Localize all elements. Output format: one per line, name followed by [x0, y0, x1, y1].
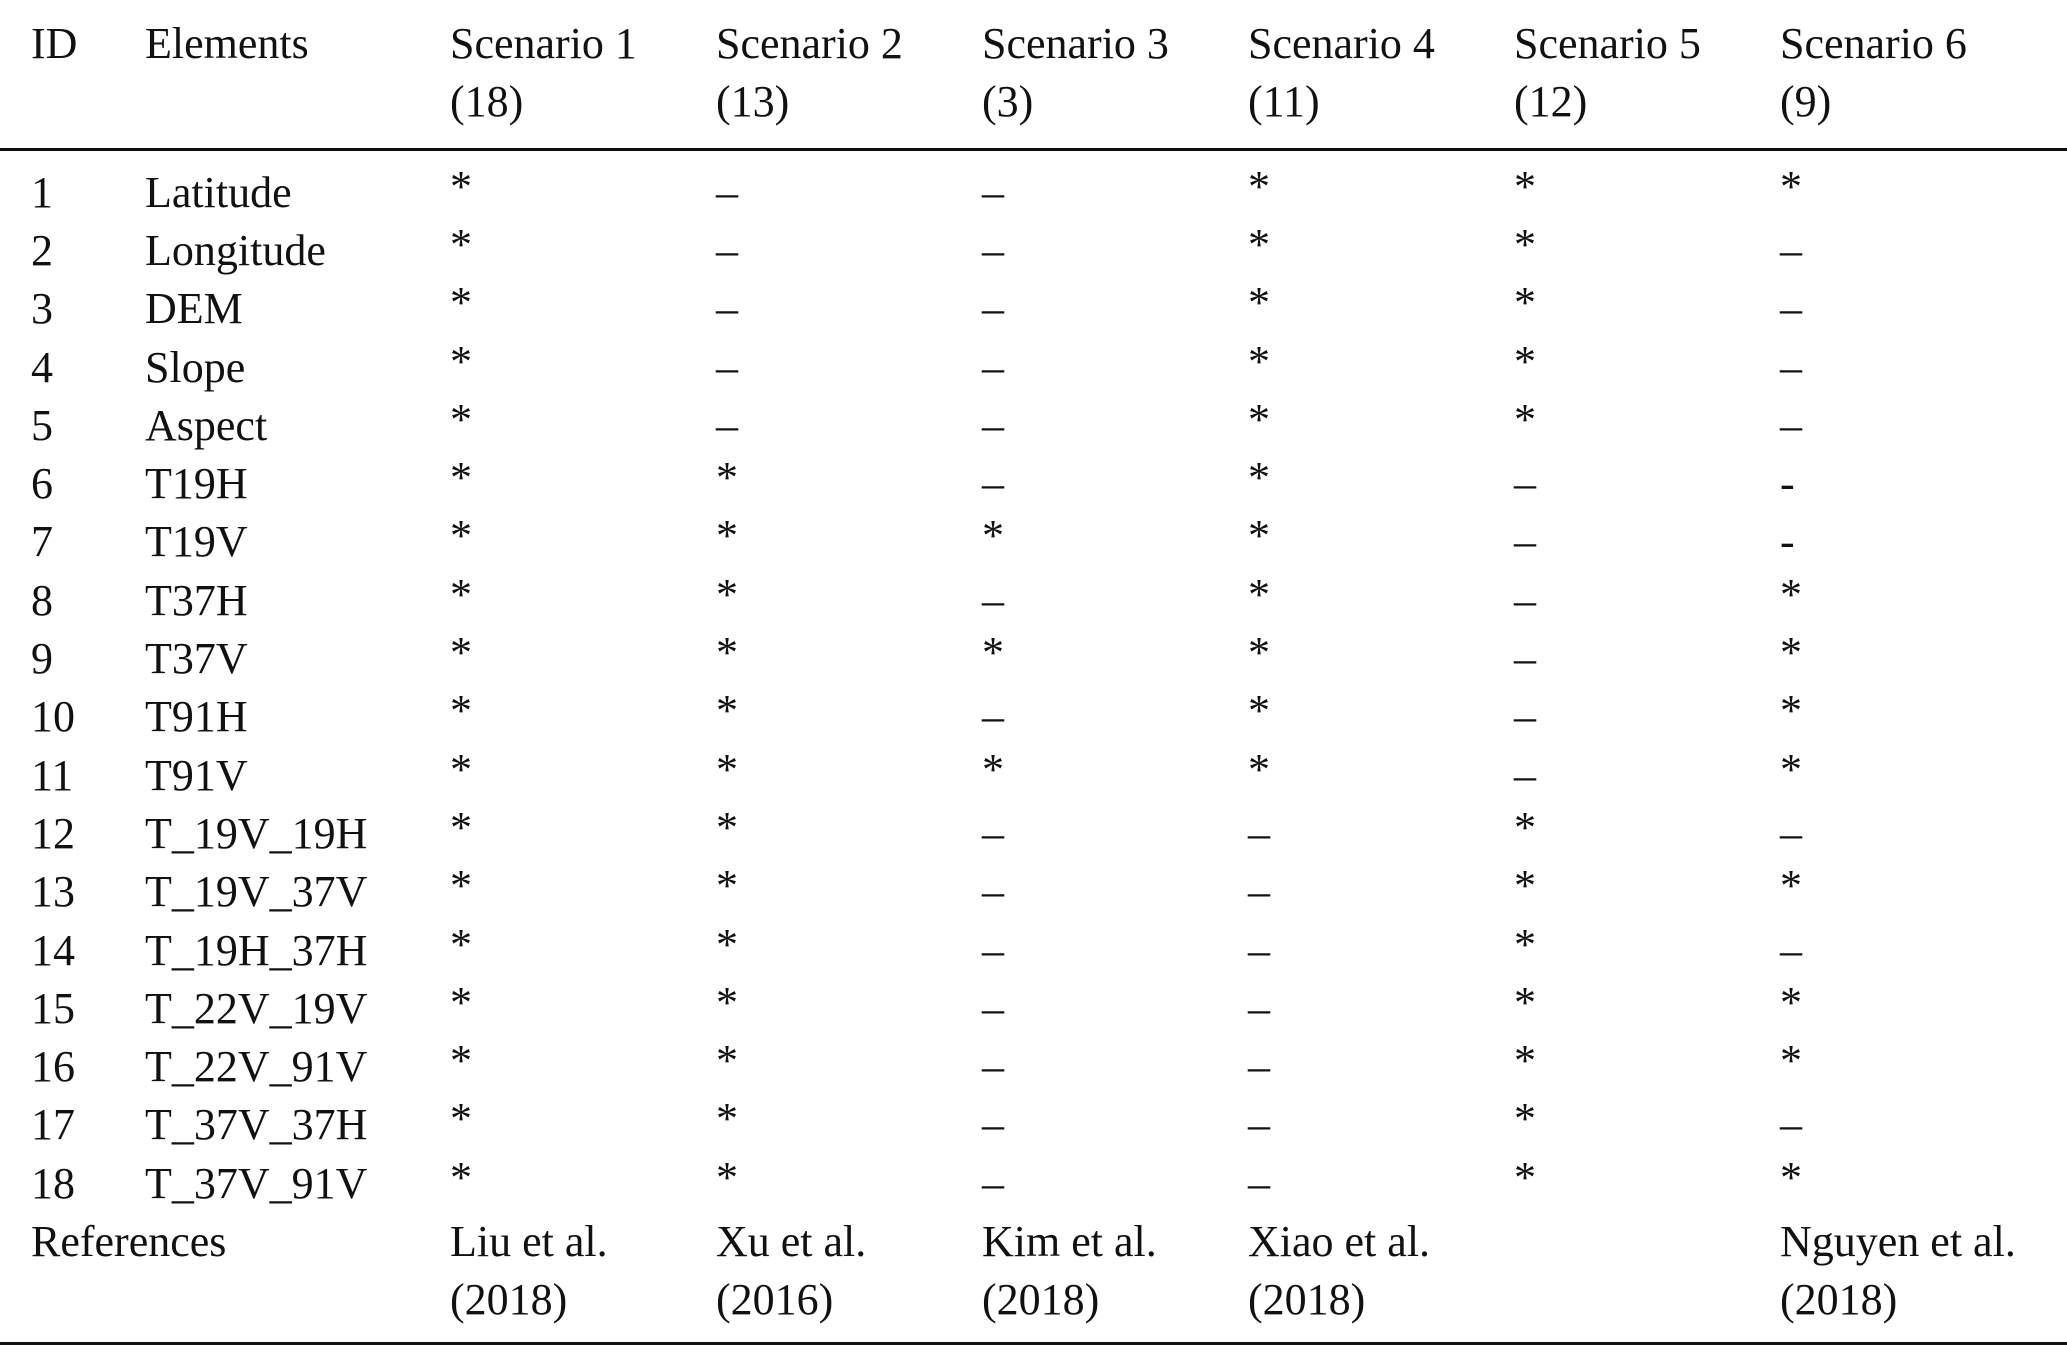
scenario-2-cell [716, 151, 982, 222]
included-mark: * [1514, 336, 1536, 386]
scenario-1-cell [450, 802, 716, 863]
included-mark: * [450, 569, 472, 619]
scenario-5-cell [1514, 1152, 1780, 1213]
reference-scenario-5 [1514, 1213, 1780, 1353]
scenario-2-cell [716, 1152, 982, 1213]
scenario-6-cell [1780, 630, 2067, 688]
scenario-1-cell [450, 919, 716, 980]
scenario-3-cell [982, 151, 1248, 222]
row-id: 6 [31, 459, 53, 509]
included-mark: * [450, 1094, 472, 1144]
scenario-5-cell [1514, 336, 1780, 397]
scenario-6-cell [1780, 280, 2067, 338]
excluded-mark: – [1248, 1158, 1270, 1208]
excluded-mark: – [982, 1042, 1004, 1092]
excluded-mark: – [1780, 808, 1802, 858]
table-row [0, 513, 2067, 571]
table-row [0, 805, 2067, 863]
scenario-3-cell [982, 744, 1248, 805]
scenario-1-cell [450, 222, 716, 280]
scenario-1-cell [450, 394, 716, 455]
included-mark: * [1780, 162, 1802, 211]
row-element: Latitude [145, 168, 292, 217]
row-element: T_19V_37V [145, 867, 368, 917]
scenario-6-cell [1780, 1096, 2067, 1154]
scenario-2-cell [716, 919, 982, 980]
excluded-mark: – [1248, 867, 1270, 917]
scenario-4-cell [1248, 630, 1514, 688]
included-mark: * [716, 453, 738, 503]
included-mark: * [1514, 919, 1536, 969]
scenario-3-cell [982, 572, 1248, 630]
reference-year: (2018) [1248, 1275, 1366, 1325]
scenario-3-cell [982, 688, 1248, 746]
scenario-1-cell [450, 513, 716, 571]
row-element: T19H [145, 459, 248, 509]
scenario-4-cell [1248, 151, 1514, 222]
reference-year: (2018) [450, 1275, 568, 1325]
scenario-1-cell [450, 1038, 716, 1096]
included-mark: * [716, 919, 738, 969]
scenario-5-cell [1514, 572, 1780, 630]
scenario-6-cell [1780, 688, 2067, 746]
scenario-5-cell [1514, 1038, 1780, 1096]
reference-scenario-1 [450, 1213, 716, 1353]
header-scenario-3: Scenario 3 (3) [982, 19, 1169, 126]
row-id: 15 [31, 983, 75, 1033]
scenario-5-cell [1514, 919, 1780, 980]
scenario-1-cell [450, 630, 716, 688]
scenario-5-cell [1514, 863, 1780, 921]
reference-authors: Xu et al. [716, 1217, 867, 1267]
included-mark: * [716, 569, 738, 619]
row-id: 1 [31, 168, 53, 217]
scenario-4-cell [1248, 805, 1514, 863]
reference-scenario-3 [982, 1213, 1248, 1353]
included-mark: * [450, 220, 472, 269]
scenario-3-cell [982, 513, 1248, 571]
scenario-6-cell [1780, 339, 2067, 397]
scenario-6-cell [1780, 922, 2067, 980]
scenario-2-cell [716, 222, 982, 280]
excluded-mark: – [982, 692, 1004, 742]
scenario-2-cell [716, 802, 982, 863]
excluded-mark: – [982, 400, 1004, 450]
table-row [0, 222, 2067, 280]
excluded-mark: - [1780, 459, 1795, 509]
scenario-5-cell [1514, 630, 1780, 688]
excluded-mark: – [1248, 1100, 1270, 1150]
scenario-3-cell [982, 1155, 1248, 1213]
included-mark: * [1514, 394, 1536, 444]
excluded-mark: – [1514, 692, 1536, 742]
included-mark: * [1248, 511, 1270, 561]
scenario-1-cell [450, 1152, 716, 1213]
included-mark: * [1514, 861, 1536, 911]
included-mark: * [450, 802, 472, 852]
reference-authors: Kim et al. [982, 1217, 1157, 1267]
excluded-mark: – [1248, 925, 1270, 975]
scenario-4-cell [1248, 280, 1514, 338]
scenario-4-cell [1248, 688, 1514, 746]
scenario-4-cell [1248, 980, 1514, 1038]
header-scenario-6: Scenario 6 (9) [1780, 19, 1967, 126]
scenario-5-cell [1514, 280, 1780, 338]
included-mark: * [1248, 453, 1270, 503]
table-header-row [0, 0, 2067, 151]
included-mark: * [450, 1152, 472, 1202]
scenario-3-cell [982, 339, 1248, 397]
row-element: T19V [145, 517, 248, 567]
scenario-5-cell [1514, 151, 1780, 222]
excluded-mark: – [1514, 459, 1536, 509]
excluded-mark: – [1514, 634, 1536, 684]
scenario-3-cell [982, 1096, 1248, 1154]
row-id: 9 [31, 634, 53, 684]
row-element: T91H [145, 692, 248, 742]
scenario-4-cell [1248, 222, 1514, 280]
included-mark: * [716, 744, 738, 794]
row-id: 2 [31, 226, 53, 275]
included-mark: * [450, 919, 472, 969]
reference-year: (2018) [1780, 1275, 1898, 1325]
included-mark: * [1248, 336, 1270, 386]
row-id: 7 [31, 517, 53, 567]
excluded-mark: – [1514, 517, 1536, 567]
table-row [0, 980, 2067, 1038]
scenario-3-cell [982, 863, 1248, 921]
scenario-2-cell [716, 1038, 982, 1096]
excluded-mark: – [1780, 1100, 1802, 1150]
header-elements: Elements [145, 19, 309, 68]
included-mark: * [450, 278, 472, 328]
included-mark: * [1780, 861, 1802, 911]
scenario-2-cell [716, 1096, 982, 1154]
included-mark: * [1514, 1036, 1536, 1086]
header-scenario-5: Scenario 5 (12) [1514, 19, 1701, 126]
scenario-1-cell [450, 863, 716, 921]
row-element: Slope [145, 342, 246, 392]
included-mark: * [1780, 628, 1802, 678]
scenario-5-cell [1514, 802, 1780, 863]
row-element: T_19V_19H [145, 808, 368, 858]
included-mark: * [450, 861, 472, 911]
scenario-3-cell [982, 630, 1248, 688]
scenario-4-cell [1248, 1038, 1514, 1096]
row-id: 18 [31, 1158, 75, 1208]
row-element: T_22V_19V [145, 983, 368, 1033]
scenario-5-cell [1514, 513, 1780, 571]
included-mark: * [1514, 220, 1536, 269]
excluded-mark: – [982, 459, 1004, 509]
scenario-2-cell [716, 569, 982, 630]
row-id: 16 [31, 1042, 75, 1092]
scenario-1-cell [450, 744, 716, 805]
scenario-1-cell [450, 569, 716, 630]
included-mark: * [716, 802, 738, 852]
table-row [0, 922, 2067, 980]
included-mark: * [1248, 569, 1270, 619]
reference-scenario-4 [1248, 1213, 1514, 1353]
scenario-4-cell [1248, 513, 1514, 571]
included-mark: * [716, 511, 738, 561]
scenario-2-cell [716, 280, 982, 338]
scenario-6-cell [1780, 397, 2067, 455]
scenario-4-cell [1248, 569, 1514, 630]
scenario-4-cell [1248, 1155, 1514, 1213]
table-row [0, 339, 2067, 397]
scenario-3-cell [982, 397, 1248, 455]
scenario-6-cell [1780, 863, 2067, 921]
scenario-5-cell [1514, 688, 1780, 746]
included-mark: * [1248, 686, 1270, 736]
scenario-5-cell [1514, 747, 1780, 805]
excluded-mark: – [716, 168, 738, 217]
scenario-4-cell [1248, 394, 1514, 455]
excluded-mark: – [982, 1100, 1004, 1150]
included-mark: * [982, 628, 1004, 678]
included-mark: * [716, 1036, 738, 1086]
scenario-6-cell [1780, 151, 2067, 222]
scenario-1-cell [450, 455, 716, 513]
excluded-mark: – [716, 284, 738, 334]
included-mark: * [982, 744, 1004, 794]
included-mark: * [716, 861, 738, 911]
included-mark: * [1514, 977, 1536, 1027]
included-mark: * [1780, 977, 1802, 1027]
row-id: 17 [31, 1100, 75, 1150]
row-id: 10 [31, 692, 75, 742]
row-element: Longitude [145, 226, 326, 275]
excluded-mark: – [1780, 925, 1802, 975]
row-element: DEM [145, 284, 243, 334]
included-mark: * [1248, 628, 1270, 678]
table-row [0, 863, 2067, 921]
excluded-mark: – [982, 168, 1004, 217]
row-id: 4 [31, 342, 53, 392]
reference-authors: Xiao et al. [1248, 1217, 1431, 1267]
excluded-mark: – [982, 575, 1004, 625]
included-mark: * [1780, 1152, 1802, 1202]
scenario-3-cell [982, 980, 1248, 1038]
row-id: 11 [31, 750, 74, 800]
included-mark: * [1780, 1036, 1802, 1086]
scenario-4-cell [1248, 1096, 1514, 1154]
row-element: T_37V_91V [145, 1158, 368, 1208]
scenario-3-cell [982, 280, 1248, 338]
excluded-mark: – [1780, 342, 1802, 392]
included-mark: * [716, 628, 738, 678]
excluded-mark: – [982, 226, 1004, 275]
included-mark: * [1248, 162, 1270, 211]
scenario-5-cell [1514, 394, 1780, 455]
scenario-4-cell [1248, 455, 1514, 513]
row-element: T_22V_91V [145, 1042, 368, 1092]
included-mark: * [1780, 744, 1802, 794]
included-mark: * [450, 453, 472, 503]
scenario-5-cell [1514, 222, 1780, 280]
excluded-mark: – [1514, 750, 1536, 800]
row-element: T37V [145, 634, 248, 684]
scenario-3-cell [982, 922, 1248, 980]
table-row [0, 572, 2067, 630]
scenario-4-cell [1248, 336, 1514, 397]
scenario-1-cell [450, 336, 716, 397]
scenario-1-cell [450, 977, 716, 1038]
header-id: ID [31, 19, 78, 68]
scenario-2-cell [716, 513, 982, 571]
row-id: 12 [31, 808, 75, 858]
references-label: References [31, 1217, 227, 1267]
excluded-mark: – [982, 1158, 1004, 1208]
included-mark: * [1514, 278, 1536, 328]
table-row [0, 688, 2067, 746]
row-id: 14 [31, 925, 75, 975]
reference-year: (2018) [982, 1275, 1100, 1325]
scenario-4-cell [1248, 863, 1514, 921]
scenario-2-cell [716, 397, 982, 455]
scenario-6-cell [1780, 744, 2067, 805]
table-row [0, 280, 2067, 338]
scenario-5-cell [1514, 455, 1780, 513]
scenario-6-cell [1780, 513, 2067, 571]
row-id: 3 [31, 284, 53, 334]
scenario-4-cell [1248, 744, 1514, 805]
row-id: 5 [31, 400, 53, 450]
included-mark: * [1514, 1094, 1536, 1144]
excluded-mark: – [982, 808, 1004, 858]
table-row [0, 630, 2067, 688]
reference-year: (2016) [716, 1275, 834, 1325]
row-id: 13 [31, 867, 75, 917]
scenario-2-cell [716, 339, 982, 397]
included-mark: * [716, 977, 738, 1027]
included-mark: * [1514, 1152, 1536, 1202]
scenario-2-cell [716, 455, 982, 513]
scenario-5-cell [1514, 977, 1780, 1038]
table-body [0, 151, 2067, 1353]
included-mark: * [1780, 569, 1802, 619]
scenario-6-cell [1780, 569, 2067, 630]
scenario-1-cell [450, 1096, 716, 1154]
header-scenario-2: Scenario 2 (13) [716, 19, 903, 126]
references-row [0, 1213, 2067, 1353]
header-scenario-1: Scenario 1 (18) [450, 19, 637, 126]
reference-scenario-2 [716, 1213, 982, 1353]
scenario-6-cell [1780, 455, 2067, 513]
row-element: Aspect [145, 400, 268, 450]
excluded-mark: – [982, 925, 1004, 975]
reference-authors: Liu et al. [450, 1217, 608, 1267]
scenario-6-cell [1780, 805, 2067, 863]
scenario-6-cell [1780, 1038, 2067, 1096]
excluded-mark: – [1780, 400, 1802, 450]
included-mark: * [450, 744, 472, 794]
included-mark: * [450, 511, 472, 561]
scenario-3-cell [982, 222, 1248, 280]
excluded-mark: – [716, 226, 738, 275]
header-scenario-4: Scenario 4 (11) [1248, 19, 1435, 126]
scenario-2-cell [716, 744, 982, 805]
included-mark: * [1514, 802, 1536, 852]
included-mark: * [1780, 686, 1802, 736]
row-element: T_19H_37H [145, 925, 368, 975]
included-mark: * [982, 511, 1004, 561]
included-mark: * [450, 162, 472, 211]
excluded-mark: – [1780, 226, 1802, 275]
included-mark: * [1248, 744, 1270, 794]
included-mark: * [1248, 278, 1270, 328]
excluded-mark: – [1514, 575, 1536, 625]
excluded-mark: – [1248, 808, 1270, 858]
excluded-mark: – [982, 284, 1004, 334]
reference-scenario-6 [1780, 1213, 2067, 1353]
scenario-2-cell [716, 863, 982, 921]
table-row [0, 151, 2067, 222]
scenario-2-cell [716, 977, 982, 1038]
excluded-mark: – [1780, 284, 1802, 334]
included-mark: * [450, 1036, 472, 1086]
row-id: 8 [31, 575, 53, 625]
scenario-5-cell [1514, 1096, 1780, 1154]
excluded-mark: – [982, 867, 1004, 917]
table-row [0, 1155, 2067, 1213]
table-row [0, 1038, 2067, 1096]
scenario-2-cell [716, 688, 982, 746]
scenario-3-cell [982, 805, 1248, 863]
table-row [0, 397, 2067, 455]
included-mark: * [450, 628, 472, 678]
table-row [0, 455, 2067, 513]
table-row [0, 747, 2067, 805]
included-mark: * [450, 336, 472, 386]
included-mark: * [716, 1094, 738, 1144]
table-row [0, 1096, 2067, 1154]
scenario-3-cell [982, 1038, 1248, 1096]
excluded-mark: - [1780, 517, 1795, 567]
row-element: T91V [145, 750, 248, 800]
excluded-mark: – [982, 342, 1004, 392]
excluded-mark: – [716, 342, 738, 392]
scenario-4-cell [1248, 922, 1514, 980]
excluded-mark: – [1248, 1042, 1270, 1092]
row-element: T_37V_37H [145, 1100, 368, 1150]
scenario-2-cell [716, 630, 982, 688]
scenario-1-cell [450, 688, 716, 746]
included-mark: * [1248, 220, 1270, 269]
included-mark: * [1514, 162, 1536, 211]
reference-authors: Nguyen et al. [1780, 1217, 2016, 1267]
scenario-3-cell [982, 455, 1248, 513]
included-mark: * [450, 977, 472, 1027]
scenario-6-cell [1780, 1152, 2067, 1213]
excluded-mark: – [1248, 983, 1270, 1033]
scenario-1-cell [450, 151, 716, 222]
included-mark: * [450, 394, 472, 444]
included-mark: * [716, 1152, 738, 1202]
included-mark: * [450, 686, 472, 736]
scenario-1-cell [450, 280, 716, 338]
included-mark: * [716, 686, 738, 736]
excluded-mark: – [982, 983, 1004, 1033]
included-mark: * [1248, 394, 1270, 444]
row-element: T37H [145, 575, 248, 625]
scenario-6-cell [1780, 222, 2067, 280]
excluded-mark: – [716, 400, 738, 450]
scenario-6-cell [1780, 977, 2067, 1038]
